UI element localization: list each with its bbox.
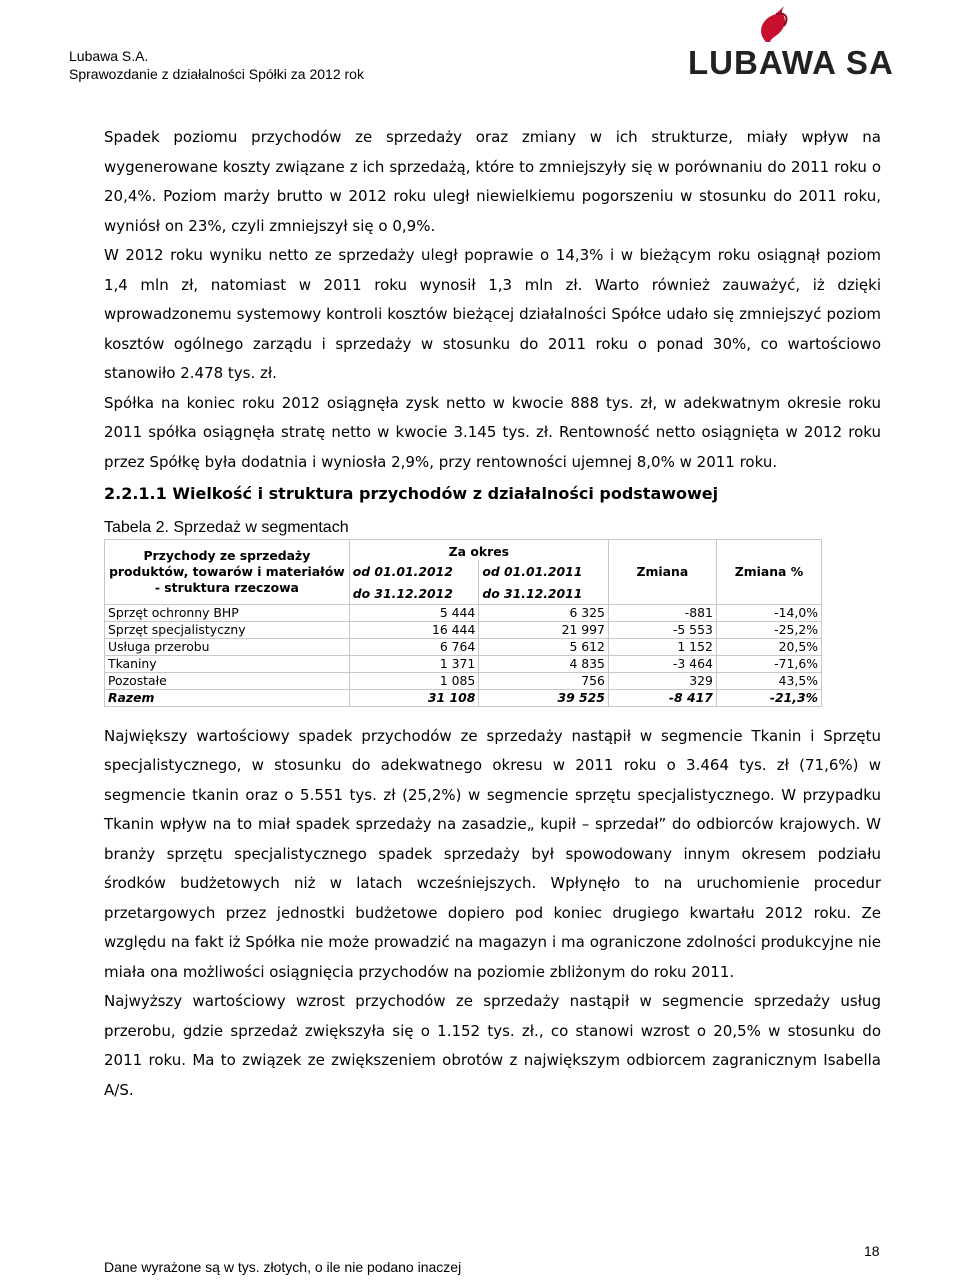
logo-text: LUBAWA SA (688, 44, 894, 81)
table-total-row (105, 689, 822, 706)
row-change: 329 (608, 672, 716, 689)
header-period-2012-from: od 01.01.2012 (349, 560, 479, 580)
row-value-2012: 1 085 (349, 672, 479, 689)
row-value-2012: 1 371 (349, 655, 479, 672)
header-change-pct: Zmiana % (716, 539, 821, 604)
table-row (105, 621, 822, 638)
table-row (105, 672, 822, 689)
report-header (69, 47, 364, 83)
row-name: Sprzęt ochronny BHP (105, 604, 350, 621)
paragraph-largest-decline: Największy wartościowy spadek przychodów ze sprzedaży nastąpił w segmencie Tkanin i Sprzętu specjalistycznego, w stosunku do adekwatnego okresu w 2011 roku o 3.464 tys. zł (71,6%) w segmencie tkanin oraz o 5.551 tys. zł (25,2%) w segmencie sprzętu specjalistycznego. W przypadku Tkanin wpływ na to miał spadek sprzedaży na zasadzie„ kupił – sprzedał” do odbiorców krajowych. W branży sprzętu specjalistycznego spadek sprzedaży był spowodowany innym okresem podziału środków budżetowych niż w latach wcześniejszych. Wpłynęło to na uruchomienie procedur przetargowych przez jednostki budżetowe dopiero pod koniec drugiego kwartału 2012 roku. Ze względu na fakt iż Spółka nie może prowadzić na magazyn i ma ograniczone zdolności produkcyjne nie miała ona możliwości osiągnięcia przychodów na poziomie zbliżonym do roku 2011. (104, 726, 881, 981)
paragraph-costs: Spadek poziomu przychodów ze sprzedaży oraz zmiany w ich strukturze, miały wpływ na wygenerowane koszty związane z ich sprzedażą, które to zmniejszyły się w porównaniu do 2011 roku o 20,4%. Poziom marży brutto w 2012 roku uległ niewielkiemu pogorszeniu w stosunku do 2011 roku, wyniósł on 23%, czyli zmniejszył się o 0,9%. (104, 128, 881, 235)
row-name: Sprzęt specjalistyczny (105, 621, 350, 638)
row-value-2012: 16 444 (349, 621, 479, 638)
row-name: Tkaniny (105, 655, 350, 672)
row-change: 1 152 (608, 638, 716, 655)
row-value-2011: 4 835 (479, 655, 609, 672)
table-caption: Tabela 2. Sprzedaż w segmentach (104, 518, 349, 536)
paragraph-net-result: W 2012 roku wyniku netto ze sprzedaży uległ poprawie o 14,3% i w bieżącym roku osiągnął poziom 1,4 mln zł, natomiast w 2011 roku wynosił 1,3 mln zł. Warto również zauważyć, iż dzięki wprowadzonemu systemowy kontroli kosztów bieżącej działalności Spółce udało się zmniejszyć poziom kosztów ogólnego zarządu i sprzedaży w stosunku do 2011 roku o ponad 30%, co wartościowo stanowiło 2.478 tys. zł. (104, 246, 881, 382)
lubawa-logo (680, 2, 938, 82)
row-change: -881 (608, 604, 716, 621)
row-value-2011: 6 325 (479, 604, 609, 621)
row-name: Usługa przerobu (105, 638, 350, 655)
row-change-pct: -25,2% (716, 621, 821, 638)
row-change-pct: -71,6% (716, 655, 821, 672)
logo-mark-icon (680, 2, 938, 48)
table-row (105, 638, 822, 655)
paragraph-largest-growth: Najwyższy wartościowy wzrost przychodów ze sprzedaży nastąpił w segmencie sprzedaży usług przerobu, gdzie sprzedaż zwiększyła się o 1.152 tys. zł., co stanowi wzrost o 20,5% w stosunku do 2011 roku. Ma to związek ze zwiększeniem obrotów z największym odbiorcem zagranicznym Isabella A/S. (104, 992, 881, 1099)
header-za-okres: Za okres (349, 539, 608, 560)
total-change: -8 417 (608, 689, 716, 706)
document-body (104, 123, 881, 1105)
row-change: -3 464 (608, 655, 716, 672)
paragraph-net-profit: Spółka na koniec roku 2012 osiągnęła zysk netto w kwocie 888 tys. zł, w adekwatnym okresie roku 2011 spółka osiągnęła stratę netto w kwocie 3.145 tys. zł. Rentowność netto osiągnięta w 2012 roku przez Spółkę była dodatnia i wyniosła 2,9%, przy rentowności ujemnej 8,0% w 2011 roku. (104, 393, 881, 471)
header-period-2012-to: do 31.12.2012 (349, 580, 479, 605)
total-label: Razem (105, 689, 350, 706)
row-value-2012: 5 444 (349, 604, 479, 621)
row-change-pct: 43,5% (716, 672, 821, 689)
header-period-2011-to: do 31.12.2011 (479, 580, 609, 605)
row-value-2011: 21 997 (479, 621, 609, 638)
row-value-2011: 756 (479, 672, 609, 689)
row-value-2012: 6 764 (349, 638, 479, 655)
table-header-row (105, 539, 822, 560)
header-change: Zmiana (608, 539, 716, 604)
company-name: Lubawa S.A. (69, 48, 149, 64)
section-heading: 2.2.1.1 Wielkość i struktura przychodów z działalności podstawowej (104, 484, 719, 503)
row-change-pct: 20,5% (716, 638, 821, 655)
total-value-2011: 39 525 (479, 689, 609, 706)
header-revenue-structure: Przychody ze sprzedaży produktów, towarów i materiałów - struktura rzeczowa (105, 539, 350, 604)
row-change: -5 553 (608, 621, 716, 638)
header-period-2011-from: od 01.01.2011 (479, 560, 609, 580)
row-value-2011: 5 612 (479, 638, 609, 655)
segment-sales-table (104, 539, 822, 707)
total-value-2012: 31 108 (349, 689, 479, 706)
total-change-pct: -21,3% (716, 689, 821, 706)
table-row (105, 655, 822, 672)
row-change-pct: -14,0% (716, 604, 821, 621)
report-title: Sprawozdanie z działalności Spółki za 2012 rok (69, 66, 364, 82)
footer-note: Dane wyrażone są w tys. złotych, o ile nie podano inaczej (104, 1259, 462, 1275)
page-number: 18 (864, 1243, 880, 1259)
row-name: Pozostałe (105, 672, 350, 689)
table-row (105, 604, 822, 621)
